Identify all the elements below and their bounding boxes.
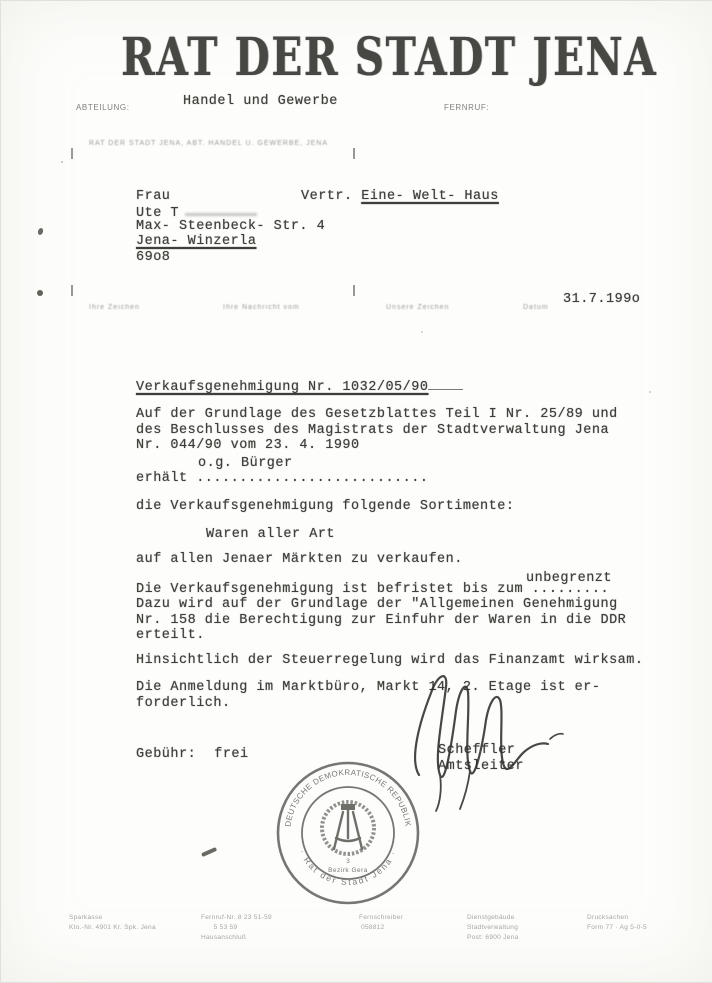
waren-line: Waren aller Art [206,527,336,542]
paragraph-einfuhr: Dazu wird auf der Grundlage der "Allgemeinen Genehmigung Nr. 158 die Berechtigung zur Einfuhr der Waren in die DDR erteilt. [136,597,627,643]
subject-text: Verkaufsgenehmigung Nr. 1032/05/90 [136,380,429,395]
stamp-number: 3 [346,859,350,865]
ref-label-datum: Datum [523,304,549,311]
ddr-official-stamp [273,758,423,908]
recipient-vertr [301,189,499,205]
recipient-name-text: Ute T [136,206,180,221]
letter-date: 31.7.199o [563,292,641,307]
signer-name: Scheffler [438,743,516,758]
maerkte-line: auf allen Jenaer Märkten zu verkaufen. [136,552,463,567]
footer-col-phone: Fernruf-Nr. 8 23 51-59 5 53 59 Hausanschluß [201,914,272,941]
stamp-text-bottom: · Rat der Stadt Jena · [297,848,399,888]
steuer-line: Hinsichtlich der Steuerregelung wird das Finanzamt wirksam. [136,653,644,668]
sender-return-address: RAT DER STADT JENA, ABT. HANDEL U. GEWERBE, JENA [89,140,328,147]
fold-mark [71,285,73,296]
stamp-bezirk: Bezirk Gera [328,867,368,874]
insert-above-dots: o.g. Bürger [198,456,293,471]
subject-underline-extension [428,377,463,390]
ink-speck [61,161,63,163]
ref-label-nachricht: Ihre Nachricht vom [223,304,300,311]
department-value: Handel und Gewerbe [183,94,338,109]
paragraph-anmeldung: Die Anmeldung im Marktbüro, Markt 14, 2. Etage ist er- forderlich. [136,680,601,711]
gebuehr-label: Gebühr: [136,747,197,762]
ink-speck [649,391,651,393]
recipient-street: Max- Steenbeck- Str. 4 [136,219,326,234]
befristet-line: Die Verkaufsgenehmigung ist befristet bis zum ......... unbegrenzt [136,571,613,597]
footer-col-telex: Fernschreiber 058812 [359,914,403,931]
sortimente-line: die Verkaufsgenehmigung folgende Sortimente: [136,499,515,514]
fold-mark [353,285,355,296]
footer-col-bank: Sparkasse Kto.-Nr. 4901 Kr. Spk. Jena [69,914,156,931]
unbegrenzt-insert: unbegrenzt [526,571,613,586]
recipient-city: Jena- Winzerla [136,234,257,249]
fold-mark [353,148,355,159]
signer-title: Amtsleiter [438,758,525,774]
gebuehr-line [136,747,249,763]
paragraph-legal-basis: Auf der Grundlage des Gesetzblattes Teil I Nr. 25/89 und des Beschlusses des Magistrats der Stadtverwaltung Jena Nr. 044/90 vom 23. 4. 1990 [136,407,618,453]
recipient-postcode: 69o8 [136,250,171,265]
stamp-text-top: DEUTSCHE DEMOKRATISCHE REPUBLIK [283,767,413,828]
gebuehr-value: frei [214,747,249,762]
subject-line [136,377,463,396]
footer-col-building: Dienstgebäude Stadtverwaltung Post: 6900 Jena [467,914,519,941]
ref-label-ihre-zeichen: Ihre Zeichen [89,304,140,311]
phone-label: FERNRUF: [444,103,490,112]
footer-col-print: Drucksachen Form 77 · Ag 5-0-5 [587,914,647,931]
ink-speck [421,331,423,333]
handwritten-signature [404,663,584,813]
vertr-label: Vertr. [301,189,362,204]
ink-speck [37,227,44,235]
vertr-value: Eine- Welt- Haus [361,189,499,204]
hammer-compass-emblem [334,804,362,849]
ref-label-unsere-zeichen: Unsere Zeichen [386,304,450,311]
erhaelt-line: erhält ........................... [136,471,429,486]
letterhead-title: RAT DER STADT JENA [121,27,658,88]
ink-speck [37,290,43,296]
pen-scribble [201,847,217,857]
redaction-smudge [185,204,257,216]
fold-mark [71,148,73,159]
recipient-salutation: Frau [136,189,171,204]
department-label: ABTEILUNG: [76,103,130,112]
